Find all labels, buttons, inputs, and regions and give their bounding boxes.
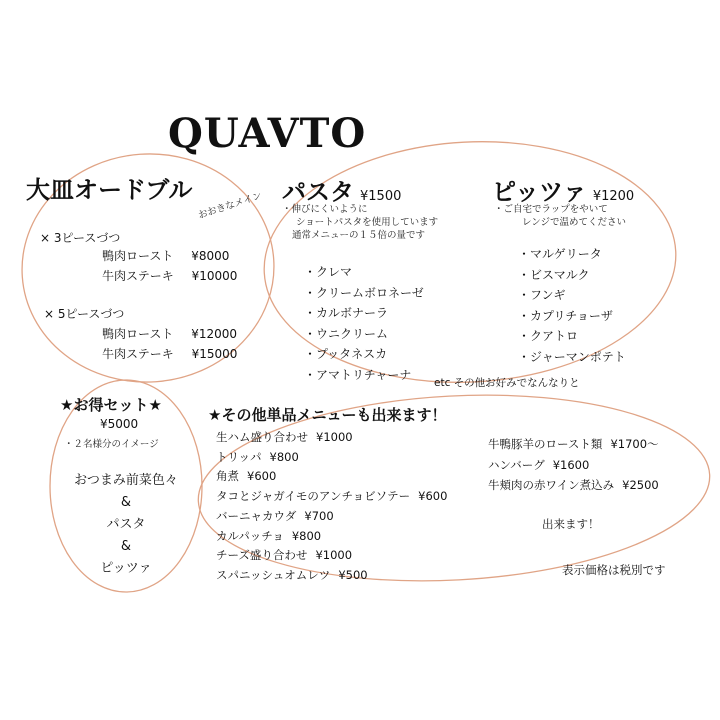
item-name: スパニッシュオムレツ <box>216 567 331 582</box>
platter-set3-item <box>102 246 229 266</box>
item-name: 牛頬肉の赤ワイン煮込み <box>488 478 615 492</box>
item-price: ¥800 <box>269 449 299 464</box>
list-item: ・ビスマルク <box>518 267 590 282</box>
platter-set3-label: × 3ピースづつ <box>40 231 121 245</box>
pasta-note-line: ショートパスタを使用しています <box>296 217 439 228</box>
list-item: ・カプリチョーザ <box>518 308 613 323</box>
list-item <box>216 487 447 507</box>
pasta-notes <box>282 203 438 242</box>
pasta-list <box>304 262 424 385</box>
list-item: ・カルボナーラ <box>304 306 389 320</box>
set-heading: ★お得セット★ <box>60 396 162 414</box>
set-line: おつまみ前菜色々 <box>74 473 178 488</box>
pizza-list <box>518 244 626 367</box>
set-contents <box>48 470 204 580</box>
pasta-note-line: 通常メニューの１５倍の量です <box>292 230 426 241</box>
item-price: ¥1600 <box>552 457 590 472</box>
pizza-heading <box>492 172 634 207</box>
set-line: & <box>120 495 132 510</box>
pizza-notes <box>494 203 626 229</box>
list-item: ・マルゲリータ <box>518 247 602 261</box>
list-item: ・プッタネスカ <box>304 347 388 361</box>
pasta-title: パスタ <box>282 178 354 206</box>
item-price: ¥12000 <box>191 327 238 341</box>
item-name: 角煮 <box>216 469 239 484</box>
list-item <box>216 428 447 448</box>
set-note: ・２名様分のイメージ <box>64 439 159 450</box>
item-name: タコとジャガイモのアンチョビソテー <box>216 489 411 504</box>
item-name: 鴨肉ロースト <box>102 249 174 263</box>
platter-set5-item <box>102 324 237 344</box>
item-price: ¥8000 <box>191 249 230 263</box>
item-name: 牛肉ステーキ <box>102 347 174 361</box>
list-item: ・ウニクリーム <box>304 326 389 341</box>
pizza-note-line: ・ご自宅でラップをやいて <box>494 204 608 215</box>
list-item <box>216 507 447 527</box>
others-left-list <box>216 428 447 586</box>
list-item: ・クレマ <box>304 265 353 279</box>
pizza-note-line: レンジで温めてください <box>522 217 627 228</box>
platter-heading: 大皿オードブル <box>26 176 193 204</box>
pasta-etc: etc その他お好みでなんなりと <box>434 377 580 389</box>
list-item <box>488 455 659 476</box>
list-item: ・クリームボロネーゼ <box>304 285 424 300</box>
item-name: バーニャカウダ <box>216 508 297 523</box>
list-item <box>216 566 447 586</box>
list-item: ・ジャーマンポテト <box>518 349 626 364</box>
item-price: ¥10000 <box>191 269 238 283</box>
others-heading: ★その他単品メニューも出来ます！ <box>208 406 447 424</box>
item-price: ¥2500 <box>622 478 659 492</box>
platter-handwritten-note: おおきなメイン <box>196 190 264 222</box>
set-line: ピッツァ <box>100 561 152 576</box>
set-line: パスタ <box>106 517 146 532</box>
menu-title: QUAVTO <box>168 110 367 157</box>
pizza-price: ¥1200 <box>592 189 635 204</box>
others-right-list <box>488 434 659 496</box>
list-item <box>216 527 447 547</box>
pasta-price: ¥1500 <box>360 189 402 204</box>
item-name: 牛肉ステーキ <box>102 269 174 283</box>
item-name: 牛鴨豚羊のロースト類 <box>488 437 603 451</box>
set-price: ¥5000 <box>100 417 139 431</box>
platter-set3-item <box>102 266 237 286</box>
list-item <box>488 475 659 496</box>
tax-note: 表示価格は税別です <box>562 563 666 577</box>
platter-set5-label: × 5ピースづつ <box>44 307 125 321</box>
list-item <box>488 434 659 455</box>
item-name: トリッパ <box>216 449 262 464</box>
item-price: ¥1000 <box>315 548 353 563</box>
item-name: ハンバーグ <box>488 457 545 472</box>
item-price: ¥600 <box>418 489 448 504</box>
platter-set5-item <box>102 344 237 364</box>
item-name: 生ハム盛り合わせ <box>216 430 308 444</box>
item-price: ¥500 <box>338 567 368 582</box>
item-price: ¥15000 <box>191 347 238 361</box>
set-line: & <box>120 539 132 554</box>
item-price: ¥800 <box>291 528 322 543</box>
list-item: ・フンギ <box>518 288 566 302</box>
list-item: ・クアトロ <box>518 329 579 343</box>
item-name: チーズ盛り合わせ <box>216 548 308 563</box>
pizza-title: ピッツァ <box>492 178 587 206</box>
item-price: ¥600 <box>247 469 277 484</box>
item-price: ¥1700〜 <box>610 437 659 451</box>
pasta-note-line: ・伸びにくいように <box>282 204 368 215</box>
list-item <box>216 467 447 487</box>
list-item <box>216 546 447 566</box>
list-item: ・アマトリチャーナ <box>304 367 412 382</box>
item-price: ¥700 <box>304 508 334 523</box>
item-price: ¥1000 <box>316 430 353 444</box>
pasta-heading <box>282 172 401 207</box>
others-can-do: 出来ます！ <box>542 517 600 531</box>
item-name: 鴨肉ロースト <box>102 327 174 341</box>
item-name: カルパッチョ <box>216 528 284 543</box>
list-item <box>216 448 447 468</box>
